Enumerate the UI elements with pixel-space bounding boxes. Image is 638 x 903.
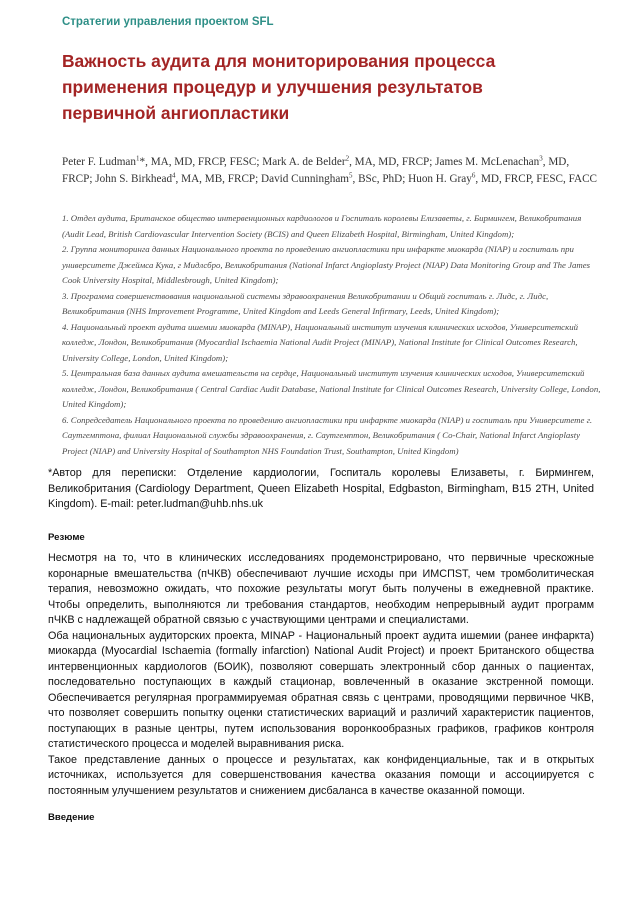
abstract-heading: Резюме [48,532,85,543]
correspondence-note: *Автор для переписки: Отделение кардиологии, Госпиталь королевы Елизаветы, г. Бирмингем, Великобритания (Cardiology Department, Queen Elizabeth Hospital, Edgbaston, Birmingham, B15 2TH, United Kingdom). E-mail: peter.ludman@uhb.nhs.uk [48,467,594,510]
title-line: Важность аудита для мониторирования процесса [62,51,496,71]
title-line: применения процедур и улучшения результатов [62,77,483,97]
introduction-heading: Введение [48,812,95,823]
author-degrees: , MA, MB, FRCP; [175,173,262,185]
author-affil-mark: 5 [349,171,353,180]
affiliation-item: 1. Отдел аудита, Британское общество интервенционных кардиологов и Госпиталь королевы Елизаветы, г. Бирмингем, Великобритания (Audit Lead, British Cardiovascular Intervention Society (BCIS) and Queen Elizabeth Hospital, Birmingham, United Kingdom); [62,213,582,239]
title-line: первичной ангиопластики [62,103,290,123]
affiliations [62,211,602,459]
author-degrees: *, MA, MD, FRCP, FESC; [139,156,263,168]
author-name: Mark A. de Belder [262,156,346,168]
abstract-paragraph: Оба национальных аудиторских проекта, MINAP - Национальный проект аудита ишемии (ранее инфаркта) миокарда (Myocardial Ischaemia (formally infarction) National Audit Project) и проект Британского общества интервенционных кардиологов (БОИК), позволяют совершать электронный сбор данных о пациентах, последовательно поступающих в каждый стационар, вовлеченный в оказание экстренной помощи. Обеспечивается регулярная программируемая обратная связь с центрами, проводящими первичное ЧКВ, что позволяет совершить попытку оценки статистических вариаций и различий характеристик пациентов, поступающих в разные центры, путем использования воронкообразных графиков, графиков контроля статистического процесса и моделей выравнивания риска. [48,629,594,750]
abstract-paragraph: Несмотря на то, что в клинических исследованиях продемонстрировано, что первичные чрескожные коронарные вмешательства (пЧКВ) обеспечивают лучшие исходы при ИМСПST, чем тромболитическая терапия, невозможно ожидать, что похожие результаты могут быть получены в ежедневной практике. Чтобы определить, выполняются ли требования стандартов, необходим непрерывный аудит программ пЧКВ с надлежащей обратной связью с участвующими центрами и специалистами. [48,552,594,626]
author-degrees: , MD, FRCP, FESC, FACC [475,173,598,185]
author-affil-mark: 2 [345,154,350,163]
abstract-body [48,551,594,799]
abstract-paragraph: Такое представление данных о процессе и результатах, как конфиденциальные, так и в открытых источниках, используется для совершенствования качества оказания помощи и ассоциируется с постоянным улучшением результатов и снижением дисбаланса в качестве оказанной помощи. [48,753,594,797]
affiliation-item: 2. Группа мониторинга данных Национального проекта по проведению ангиопластики при инфаркте миокарда (NIAP) и госпиталь при университете Джеймса Кука, г Мидлсбро, Великобритания (National Infarct Angioplasty Project (NIAP) Data Monitoring Group and The James Cook University Hospital, Middlesbrough, United Kingdom); [62,244,591,285]
author-affil-mark: 1 [136,154,140,163]
running-head: Стратегии управления проектом SFL [62,16,274,28]
affiliation-item: 6. Сопредседатель Национального проекта по проведению ангиопластики при инфаркте миокарда (NIAP) и госпиталь при Университете г. Саутгемптона, филиал Национальной службы здравоохранения, г. Саутгемптон, Великобритания ( Co-Chair, National Infarct Angioplasty Project (NIAP) and University Hospital of Southampton NHS Foundation Trust, Southampton, United Kingdom) [62,414,593,456]
author-affil-mark: 3 [539,154,543,163]
affiliation-item: 3. Программа совершенствования национальной системы здравоохранения Великобритании и Общий госпиталь г. Лидс, г. Лидс, Великобритания (NHS Improvement Programme, United Kingdom and Leeds General Infirmary, Leeds, United Kingdom); [62,290,549,316]
author-list [62,154,602,188]
author-name: James M. McLenachan [435,156,540,168]
affiliation-item: 5. Центральная база данных аудита вмешательств на сердце, Национальный институт изучения клинических исходов, Университетский колледж, Лондон, Великобритания ( Central Cardiac Audit Database, National Institute for Clinical Outcomes Research, University College, London, United Kingdom); [62,368,601,409]
article-title [62,48,562,126]
author-name: David Cunningham [261,173,349,185]
author-affil-mark: 4 [172,171,176,180]
author-degrees: , MD, FRCP; [62,156,570,185]
author-name: John S. Birkhead [95,173,173,185]
author-name: Huon H. Gray [408,173,472,185]
author-degrees: , MA, MD, FRCP; [349,156,436,168]
affiliation-item: 4. Национальный проект аудита ишемии миокарда (MINAP), Национальный институт изучения клинических исходов, Университетский колледж, Лондон, Великобритания (Myocardial Ischaemia National Audit Project (MINAP), National Institute for Clinical Outcomes Research, University College, London, United Kingdom); [62,321,578,363]
author-affil-mark: 6 [471,171,476,180]
author-degrees: , BSc, PhD; [352,173,409,185]
author-name: Peter F. Ludman [62,156,136,168]
